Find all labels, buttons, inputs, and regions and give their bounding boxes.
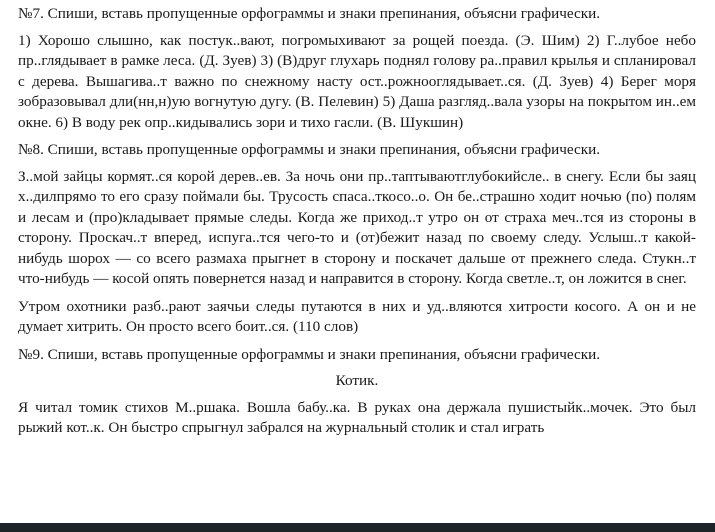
- task8-heading: №8. Спиши, вставь пропущенные орфограммы и знаки препинания, объясни графически.: [18, 141, 601, 158]
- task9-text: Я читал томик стихов М..ршака. Вошла бабу..ка. В руках она держала пушистыйк..мочек. Это был рыжий кот..к. Он быстро спрыгнул забрался на журнальный столик и стал играть: [18, 398, 696, 436]
- task9-heading: №9. Спиши, вставь пропущенные орфограммы и знаки препинания, объясни графически.: [18, 345, 601, 363]
- task7-heading: №7. Спиши, вставь пропущенные орфограммы и знаки препинания, объясни графически.: [18, 5, 601, 22]
- document-page: [18, 4, 696, 446]
- task8-paragraph-1: З..мой зайцы кормят..ся корой дерев..ев. За ночь они пр..таптываютглубокийсле.. в снегу. Если бы заяц х..дилпрямо то его сразу поймали бы. Трусость спаса..ткосо..о. Он бе..страшно ходит ночью (по) полям и лесам и (про)кладывает прямые следы. Когда же приход..т утро он от страха меч..тся из стороны в сторону. Проскач..т вперед, испуга..тся чего-то и (от)бежит назад по своему следу. Услыш..т какой-нибудь шорох — со всего размаха прыгнет в сторону и поскачет дальше от прежнего следа. Стукн..т что-нибудь — косой опять повернется назад и направится в сторону. Когда светле..т, он ложится в снег.: [18, 167, 696, 287]
- task9-title: Котик.: [335, 372, 379, 389]
- bottom-bar: [0, 523, 715, 532]
- task8-paragraph-2: Утром охотники разб..рают заячьи следы путаются в них и уд..вляются хитрости косого. А он и не думает хитрить. Он просто всего боит..ся. (110 слов): [18, 297, 696, 335]
- task7-text: 1) Хорошо слышно, как постук..вают, погромыхивают за рощей поезда. (Э. Шим) 2) Г..лубое небо пр..глядывает в рамке леса. (Д. Зуев) 3) (В)друг глухарь поднял голову ра..правил крылья и спланировал с дерева. Вышагива..т важно по снежному насту ост..рожнооглядывает..ся. (Д. Зуев) 4) Берег моря зобразовывал дли(нн,н)ую вогнутую дугу. (В. Пелевин) 5) Даша разгляд..вала узоры на покрытом ин..ем окне. 6) В воду рек опр..кидывались зори и тихо гасли. (В. Шукшин): [18, 31, 696, 131]
